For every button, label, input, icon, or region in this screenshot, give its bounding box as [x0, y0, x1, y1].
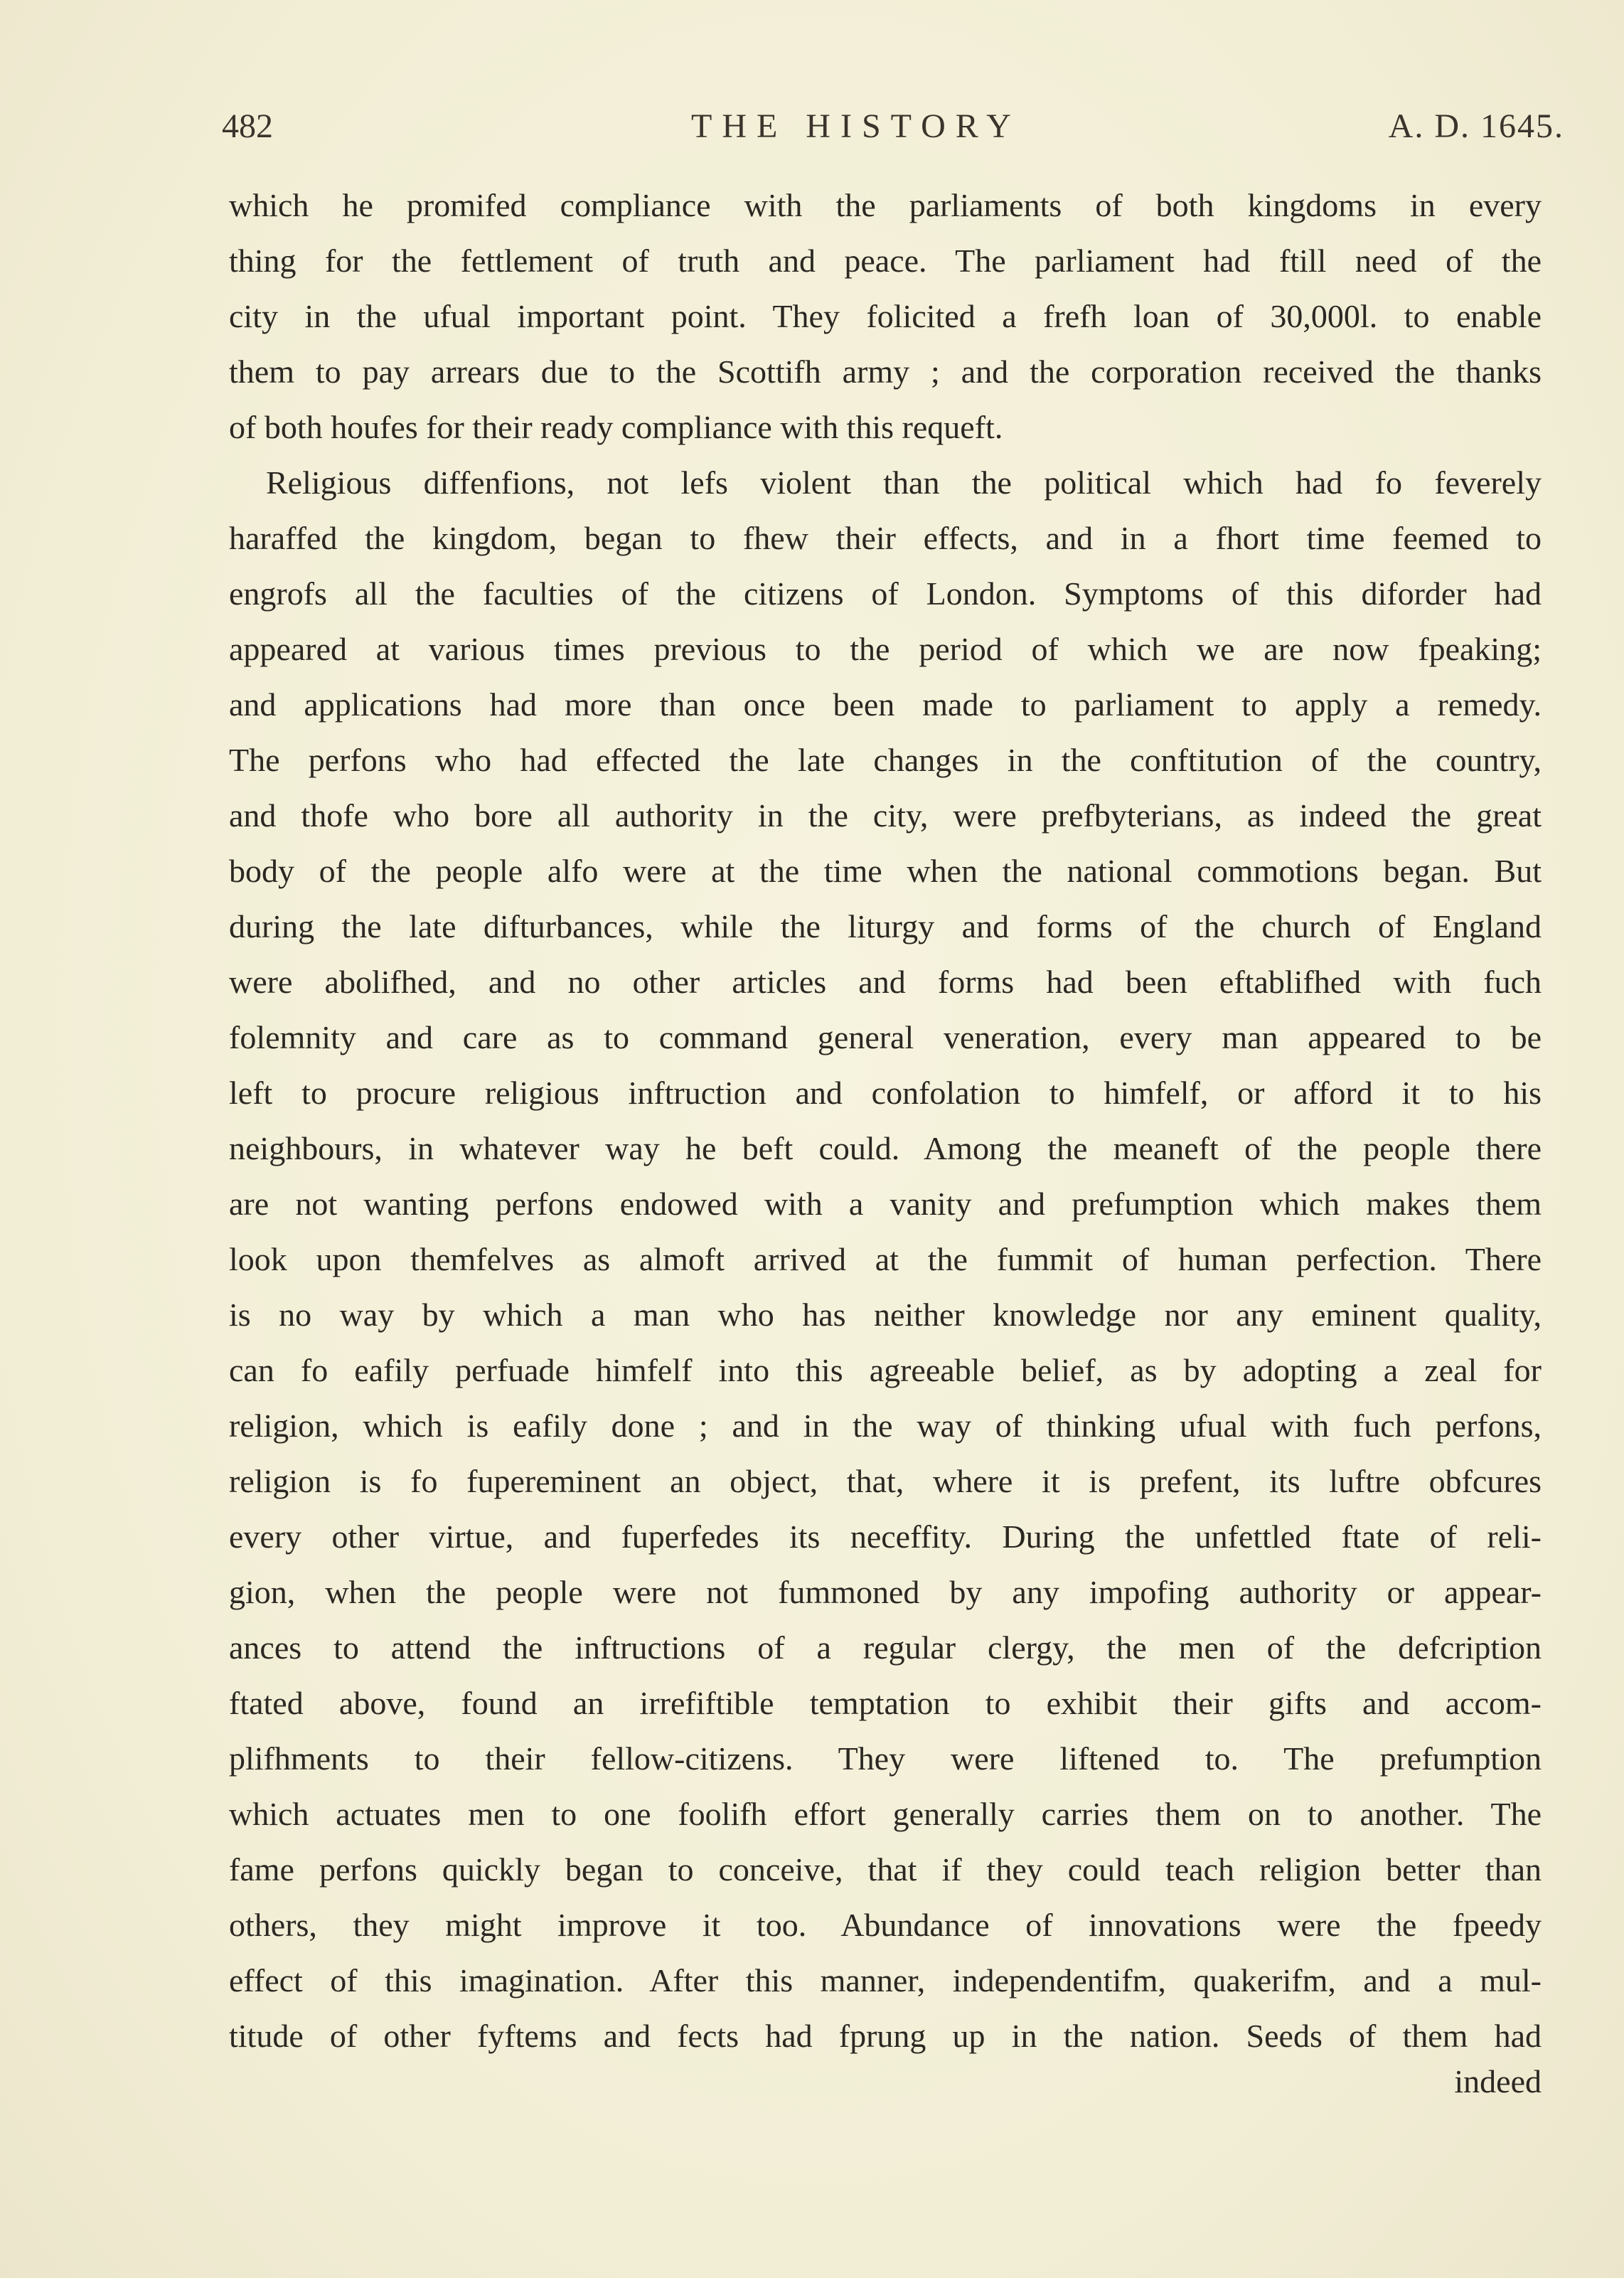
text-line: which he promifed compliance with the parliaments of both kingdoms in every [229, 187, 1542, 223]
text-line: folemnity and care as to command general veneration, every man appeared to be [229, 1019, 1542, 1055]
text-line: and thofe who bore all authority in the city, were prefbyterians, as indeed the great [229, 797, 1542, 834]
text-line: appeared at various times previous to the period of which we are now fpeaking; [229, 631, 1542, 667]
text-line: gion, when the people were not fummoned by any impofing authority or appear- [229, 1574, 1542, 1610]
text-line: ftated above, found an irrefiftible temptation to exhibit their gifts and accom- [229, 1685, 1542, 1721]
text-line: left to procure religious inftruction and confolation to himfelf, or afford it to his [229, 1075, 1542, 1111]
text-line: and applications had more than once been made to parliament to apply a remedy. [229, 686, 1542, 723]
text-line: of both houfes for their ready compliance with this requeft. [229, 409, 1003, 445]
text-line: effect of this imagination. After this manner, independentifm, quakerifm, and a mul- [229, 1962, 1542, 1998]
text-line: thing for the fettlement of truth and peace. The parliament had ftill need of the [229, 243, 1542, 279]
body-text [229, 178, 1542, 2064]
text-line: can fo eafily perfuade himfelf into this agreeable belief, as by adopting a zeal for [229, 1352, 1542, 1388]
running-header [222, 107, 1564, 149]
text-line: religion, which is eafily done ; and in the way of thinking ufual with fuch perfons, [229, 1407, 1542, 1444]
text-line: look upon themfelves as almoft arrived at the fummit of human perfection. There [229, 1241, 1542, 1277]
text-line: plifhments to their fellow-citizens. They were liftened to. The prefumption [229, 1740, 1542, 1777]
date-heading: A. D. 1645. [1388, 107, 1564, 145]
text-line: were abolifhed, and no other articles and forms had been eftablifhed with fuch [229, 964, 1542, 1000]
text-line: city in the ufual important point. They folicited a frefh loan of 30,000l. to enable [229, 298, 1542, 334]
text-line: The perfons who had effected the late changes in the conftitution of the country, [229, 742, 1542, 778]
text-line: ances to attend the inftructions of a regular clergy, the men of the defcription [229, 1629, 1542, 1666]
text-line: neighbours, in whatever way he beft could. Among the meaneft of the people there [229, 1130, 1542, 1166]
text-line: them to pay arrears due to the Scottifh army ; and the corporation received the thanks [229, 353, 1542, 390]
text-line: during the late difturbances, while the liturgy and forms of the church of England [229, 908, 1542, 944]
text-line: religion is fo fupereminent an object, that, where it is prefent, its luftre obfcures [229, 1463, 1542, 1499]
text-line: is no way by which a man who has neither knowledge nor any eminent quality, [229, 1297, 1542, 1333]
text-line: are not wanting perfons endowed with a vanity and prefumption which makes them [229, 1186, 1542, 1222]
text-line: engrofs all the faculties of the citizens of London. Symptoms of this diforder had [229, 575, 1542, 612]
text-line: fame perfons quickly began to conceive, that if they could teach religion better than [229, 1851, 1542, 1888]
text-line: haraffed the kingdom, began to fhew their effects, and in a fhort time feemed to [229, 520, 1542, 556]
running-title: THE HISTORY [691, 107, 1021, 145]
paragraph-start-line: Religious diffenfions, not lefs violent than the political which had fo feverely [266, 464, 1542, 501]
text-line: titude of other fyftems and fects had fprung up in the nation. Seeds of them had [229, 2018, 1542, 2054]
text-line: every other virtue, and fuperfedes its neceffity. During the unfettled ftate of reli- [229, 1518, 1542, 1555]
text-line: others, they might improve it too. Abundance of innovations were the fpeedy [229, 1907, 1542, 1943]
catchword: indeed [1454, 2063, 1542, 2099]
text-line: which actuates men to one foolifh effort generally carries them on to another. The [229, 1796, 1542, 1832]
page-number: 482 [222, 107, 273, 145]
text-line: body of the people alfo were at the time when the national commotions began. But [229, 853, 1542, 889]
